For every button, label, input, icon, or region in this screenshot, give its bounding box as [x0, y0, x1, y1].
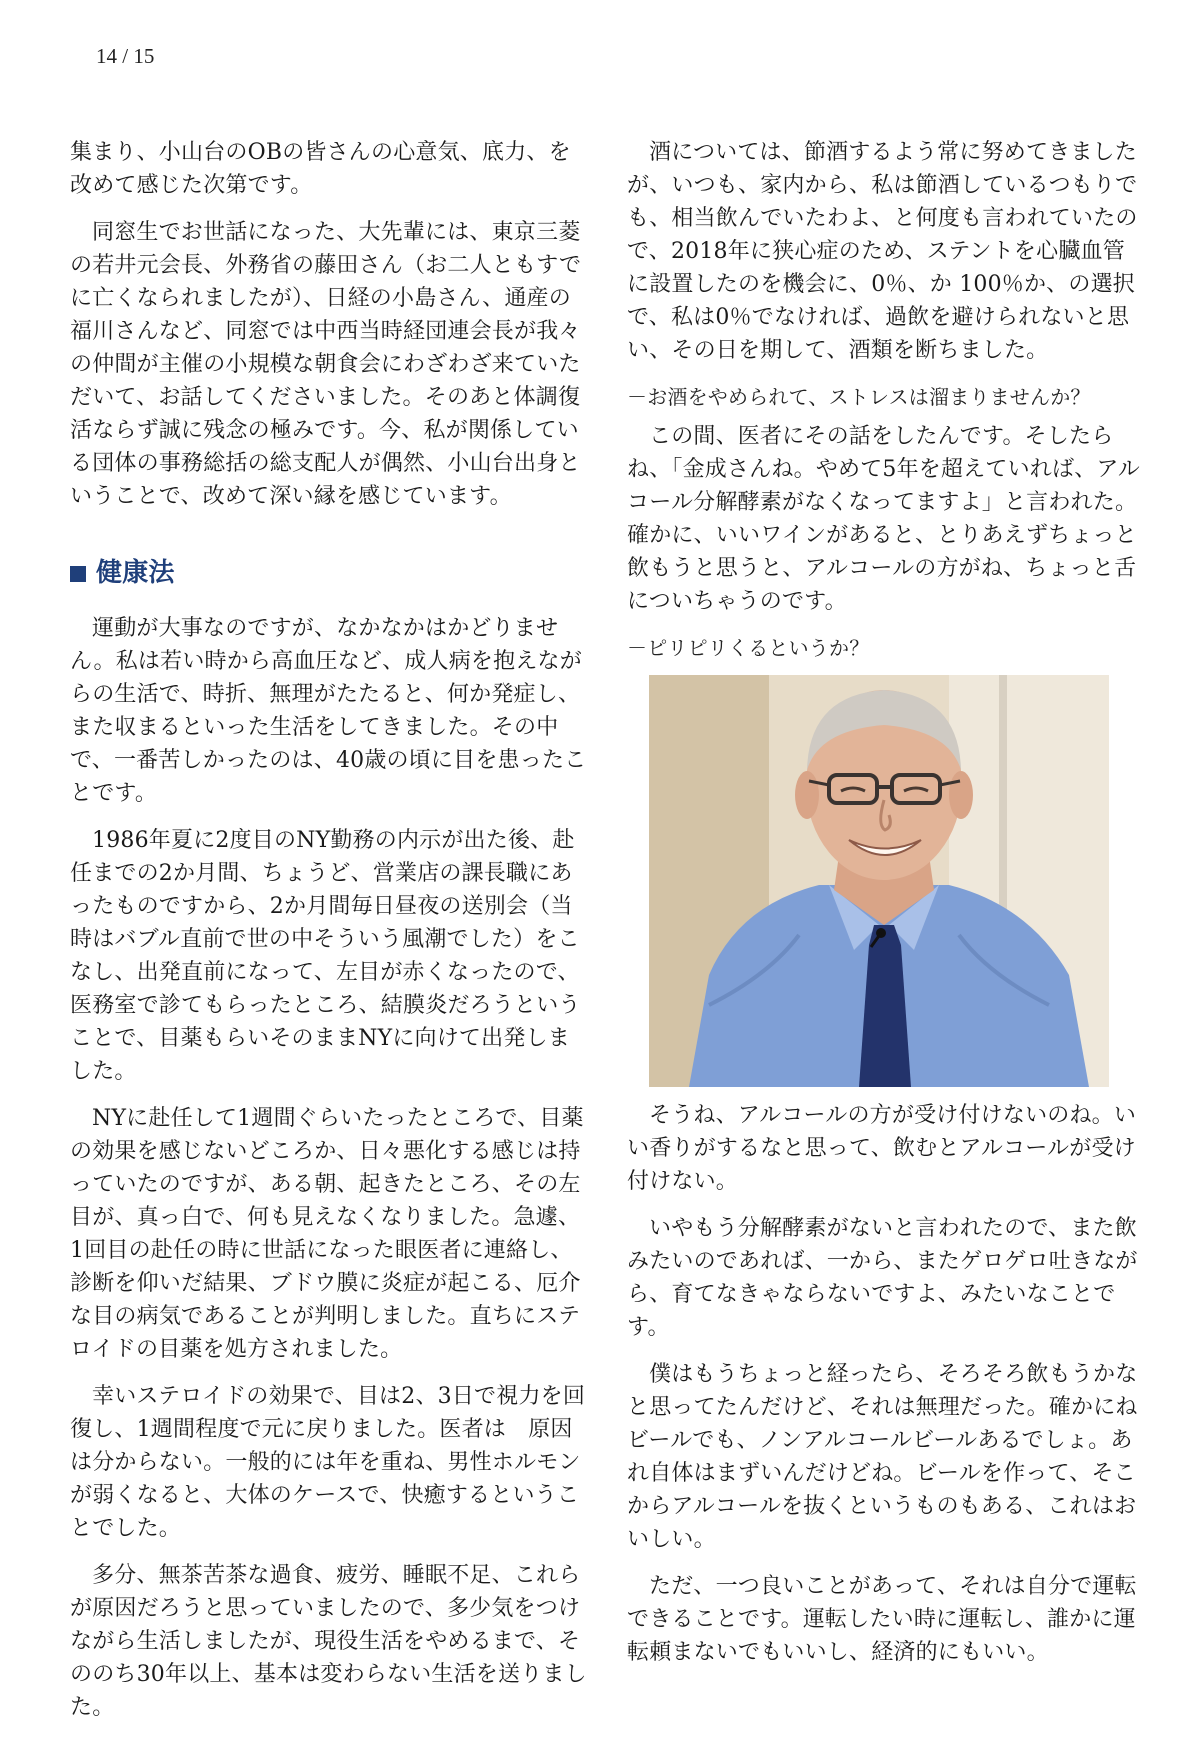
- interview-question: －ピリピリくるというか？: [627, 636, 870, 660]
- interview-question: －お酒をやめられて、ストレスは溜まりませんか？: [627, 385, 1091, 409]
- paragraph: 1986年夏に2度目のNY勤務の内示が出た後、赴任までの2か月間、ちょうど、営業店の課長職にあったものですから、2か月間毎日昼夜の送別会（当時はバブル直前で世の中そういう風潮でした）をこなし、出発直前になって、左目が赤くなったので、医務室で診てもらったところ、結膜炎だろうということで、目薬もらいそのままNYに向けて出発しました。: [70, 828, 581, 1084]
- paragraph: 多分、無茶苦茶な過食、疲労、睡眠不足、これらが原因だろうと思っていましたので、多少気をつけながら生活しましたが、現役生活をやめるまで、そののち30年以上、基本は変わらない生活を送りました。: [70, 1563, 587, 1720]
- paragraph: 酒については、節酒するよう常に努めてきましたが、いつも、家内から、私は節酒しているつもりでも、相当飲んでいたわよ、と何度も言われていたので、2018年に狭心症のため、ステントを心臓血管に設置したのを機会に、0％、か 100％か、の選択で、私は0％でなければ、過飲を避けられないと思い、その日を期して、酒類を断ちました。: [627, 140, 1138, 363]
- paragraph: ただ、一つ良いことがあって、それは自分で運転できることです。運転したい時に運転し、誰かに運転頼まないでもいいし、経済的にもいい。: [627, 1574, 1137, 1665]
- section-heading: [70, 557, 590, 590]
- paragraph: 同窓生でお世話になった、大先輩には、東京三菱の若井元会長、外務省の藤田さん（お二人ともすでに亡くなられましたが）、日経の小島さん、通産の福川さんなど、同窓では中西当時経団連会長が我々の仲間が主催の小規模な朝食会にわざわざ来ていただいて、お話してくださいました。そのあと体調復活ならず誠に残念の極みです。今、私が関係している団体の事務総括の総支配人が偶然、小山台出身ということで、改めて深い縁を感じています。: [70, 220, 582, 509]
- paragraph: 幸いステロイドの効果で、目は2、3日で視力を回復し、1週間程度で元に戻りました。医者は 原因は分からない。一般的には年を重ね、男性ホルモンが弱くなると、大体のケースで、快癒するということでした。: [70, 1384, 586, 1541]
- left-column: [70, 136, 590, 1738]
- square-bullet-icon: [70, 566, 86, 582]
- paragraph: 運動が大事なのですが、なかなかはかどりません。私は若い時から高血圧など、成人病を抱えながらの生活で、時折、無理がたたると、何か発症し、また収まるといった生活をしてきました。その中で、一番苦しかったのは、40歳の頃に目を患ったことです。: [70, 616, 587, 806]
- paragraph: いやもう分解酵素がないと言われたので、また飲みたいのであれば、一から、またゲロゲロ吐きながら、育てなきゃならないですよ、みたいなことです。: [627, 1216, 1138, 1340]
- paragraph: 集まり、小山台のOBの皆さんの心意気、底力、を改めて感じた次第です。: [70, 140, 571, 198]
- portrait-photo: [649, 675, 1109, 1087]
- right-column: [627, 136, 1147, 1683]
- paragraph: この間、医者にその話をしたんです。そしたらね、「金成さんね。やめて5年を超えていれば、アルコール分解酵素がなくなってますよ」と言われた。確かに、いいワインがあると、とりあえずちょっと飲もうと思うと、アルコールの方がね、ちょっと舌についちゃうのです。: [627, 424, 1140, 614]
- section-heading-text: 健康法: [96, 558, 175, 588]
- paragraph: 僕はもうちょっと経ったら、そろそろ飲もうかなと思ってたんだけど、それは無理だった。確かにねビールでも、ノンアルコールビールあるでしょ。あれ自体はまずいんだけどね。ビールを作って、そこからアルコールを抜くというものもある、これはおいしい。: [627, 1362, 1138, 1552]
- paragraph: そうね、アルコールの方が受け付けないのね。いい香りがするなと思って、飲むとアルコールが受け付けない。: [627, 1103, 1137, 1194]
- paragraph: NYに赴任して1週間ぐらいたったところで、目薬の効果を感じないどころか、日々悪化する感じは持っていたのですが、ある朝、起きたところ、その左目が、真っ白で、何も見えなくなりました。急遽、1回目の赴任の時に世話になった眼医者に連絡し、診断を仰いだ結果、ブドウ膜に炎症が起こる、厄介な目の病気であることが判明しました。直ちにステロイドの目薬を処方されました。: [70, 1106, 584, 1362]
- page-number: 14 / 15: [96, 44, 155, 68]
- portrait-illustration: [649, 675, 1109, 1087]
